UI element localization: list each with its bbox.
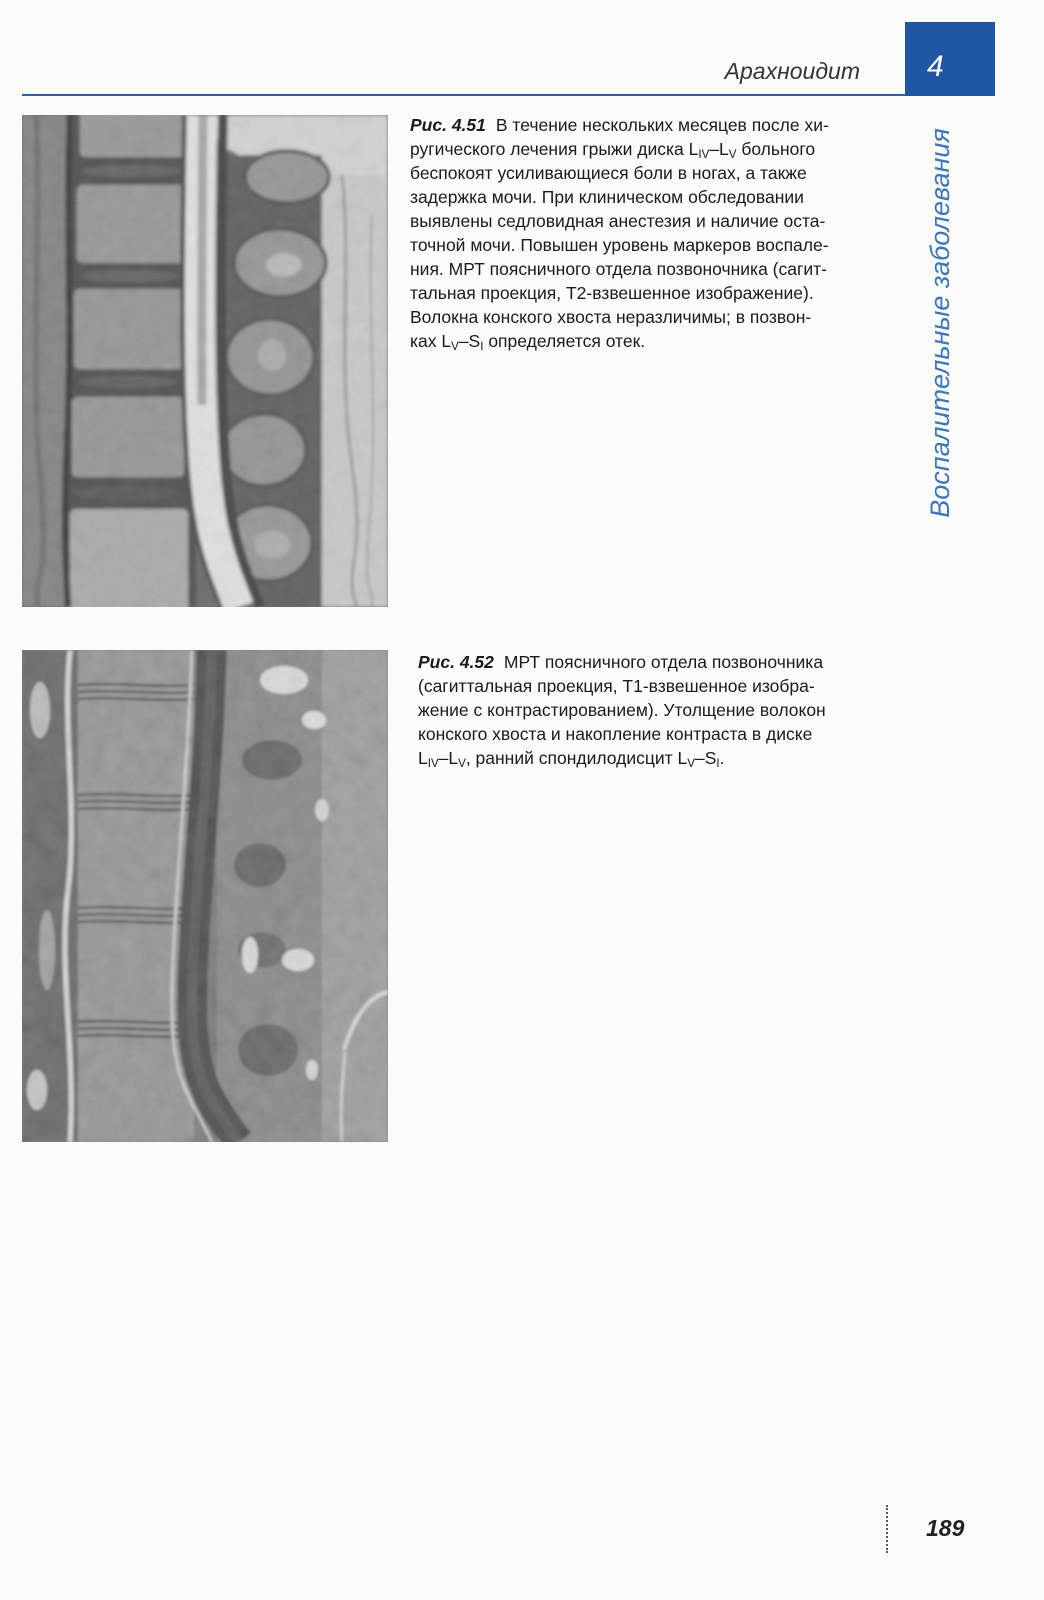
caption-text: В течение нескольких месяцев после хи- xyxy=(495,115,829,135)
subscript: I xyxy=(480,340,484,353)
figure-4-52-caption xyxy=(418,650,826,770)
footer-dotted-rule xyxy=(886,1505,888,1553)
caption-text: –L xyxy=(709,139,729,159)
caption-line xyxy=(418,674,826,698)
figure-4-51-mri-image xyxy=(22,115,388,607)
page-number: 189 xyxy=(926,1515,965,1541)
caption-line xyxy=(418,650,826,674)
caption-line xyxy=(410,281,829,305)
subscript: V xyxy=(451,340,459,353)
chapter-tab xyxy=(905,22,995,96)
caption-line xyxy=(410,185,829,209)
caption-text: задержка мочи. При клиническом обследовании xyxy=(410,187,804,207)
figure-label: Рис. 4.51 xyxy=(410,115,486,135)
caption-text: жение с контрастированием). Утолщение волокон xyxy=(418,700,826,720)
caption-text: МРТ поясничного отдела позвоночника xyxy=(503,652,824,672)
subscript: IV xyxy=(698,148,710,161)
caption-line xyxy=(410,329,829,353)
caption-line xyxy=(418,722,826,746)
subscript: V xyxy=(728,148,737,161)
caption-text: конского хвоста и накопление контраста в диске xyxy=(418,724,813,744)
subscript: V xyxy=(458,757,466,770)
caption-text: больного xyxy=(736,139,816,159)
caption-text: –S xyxy=(458,331,481,351)
caption-text: –L xyxy=(438,748,459,768)
caption-text: –S xyxy=(694,748,717,768)
figure-4-51-caption xyxy=(410,113,829,353)
subscript: V xyxy=(687,757,695,770)
caption-text: ках L xyxy=(410,331,452,351)
mri-t2-sagittal-lumbar xyxy=(22,115,388,607)
chapter-number: 4 xyxy=(927,50,944,83)
caption-line xyxy=(410,233,829,257)
figure-4-52-mri-image xyxy=(22,650,388,1142)
caption-text: ния. МРТ поясничного отдела позвоночника (сагит- xyxy=(410,259,827,279)
caption-text: беспокоят усиливающиеся боли в ногах, а также xyxy=(410,163,807,183)
running-title: Арахноидит xyxy=(724,58,860,84)
subscript: IV xyxy=(427,757,439,770)
header-rule xyxy=(22,94,905,96)
caption-line xyxy=(418,698,826,722)
caption-text: точной мочи. Повышен уровень маркеров воспале- xyxy=(410,235,829,255)
caption-text: ругического лечения грыжи диска L xyxy=(410,139,699,159)
figure-label: Рис. 4.52 xyxy=(418,652,494,672)
caption-line xyxy=(418,746,826,770)
caption-line xyxy=(410,305,829,329)
mri-t1-contrast-sagittal-lumbar xyxy=(22,650,388,1142)
caption-line xyxy=(410,113,829,137)
caption-line xyxy=(410,257,829,281)
caption-text: , ранний спондилодисцит L xyxy=(465,748,688,768)
caption-line xyxy=(410,161,829,185)
caption-text: тальная проекция, T2-взвешенное изображение). xyxy=(410,283,814,303)
caption-text: определяется отек. xyxy=(483,331,646,351)
caption-text: (сагиттальная проекция, T1-взвешенное изобра- xyxy=(418,676,815,696)
side-section-title: Воспалительные заболевания xyxy=(925,128,955,518)
caption-text: L xyxy=(418,748,428,768)
caption-text: выявлены седловидная анестезия и наличие оста- xyxy=(410,211,826,231)
caption-line xyxy=(410,209,829,233)
caption-text: . xyxy=(719,748,725,768)
caption-line xyxy=(410,137,829,161)
subscript: I xyxy=(716,757,720,770)
caption-text: Волокна конского хвоста неразличимы; в позвон- xyxy=(410,307,812,327)
